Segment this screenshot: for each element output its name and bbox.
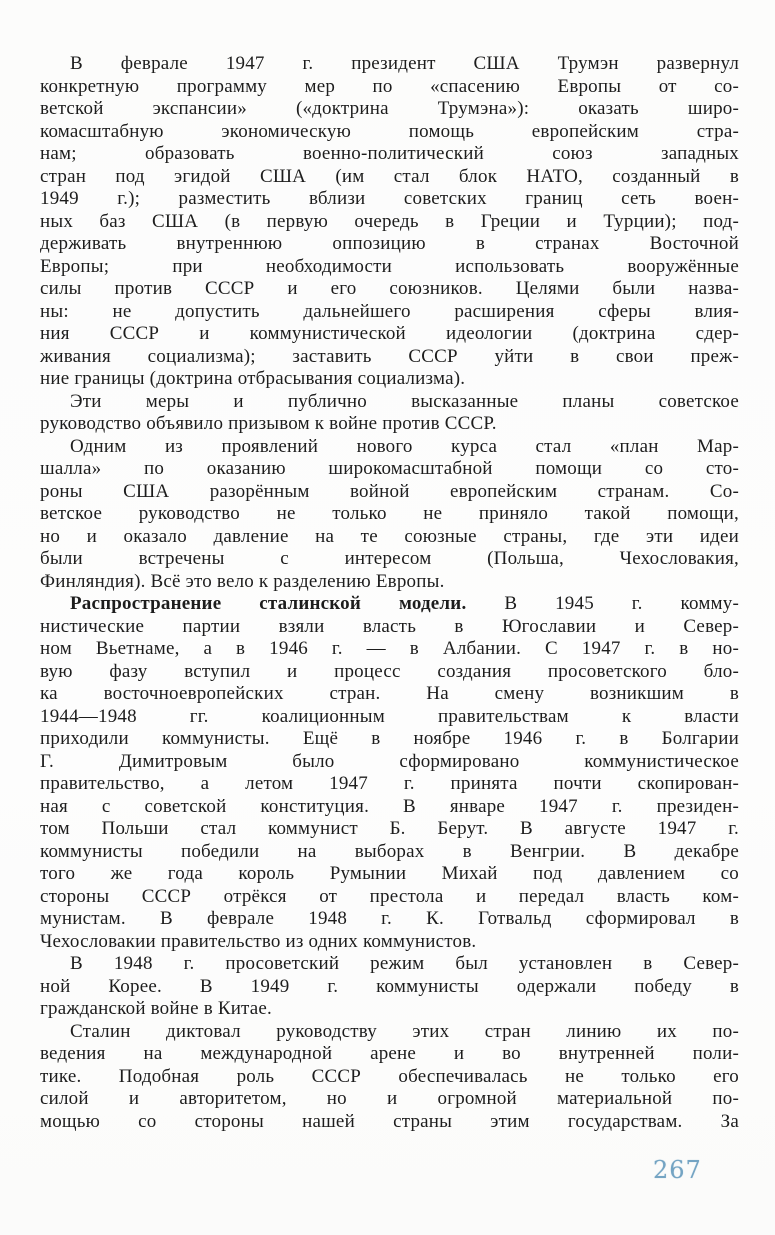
- paragraph: [40, 953, 739, 1021]
- text-line: том Польши стал коммунист Б. Берут. В августе 1947 г.: [40, 818, 739, 839]
- text-line: но и оказало давление на те союзные страны, где эти идеи: [40, 525, 739, 547]
- text-line: стороны СССР отрёкся от престола и передал власть ком-: [40, 885, 739, 907]
- text-line: ния СССР и коммунистической идеологии (доктрина сдер-: [40, 323, 739, 344]
- text-line: роны США разорённым войной европейским странам. Со-: [40, 480, 739, 502]
- text-line: ных баз США (в первую очередь в Греции и Турции); под-: [40, 210, 739, 232]
- text-line: ной Корее. В 1949 г. коммунисты одержали победу в: [40, 975, 739, 997]
- text-line: [40, 593, 739, 616]
- text-line: живания социализма); заставить СССР уйти в свои преж-: [40, 345, 739, 367]
- text-line: Чехословакии правительство из одних коммунистов.: [40, 930, 477, 952]
- text-line: были встречены с интересом (Польша, Чехословакия,: [40, 548, 739, 569]
- page-number: 267: [653, 1156, 702, 1184]
- text-line: Финляндия). Всё это вело к разделению Европы.: [40, 570, 445, 592]
- text-line: ная с советской конституция. В январе 1947 г. президен-: [40, 795, 739, 817]
- text-line: В феврале 1947 г. президент США Трумэн развернул: [70, 53, 739, 74]
- paragraph: [40, 1021, 739, 1134]
- text-line: ветское руководство не только не приняло такой помощи,: [40, 503, 739, 524]
- text-line: гражданской войне в Китае.: [40, 998, 273, 1019]
- text-line: руководство объявило призывом к войне против СССР.: [40, 413, 497, 434]
- text-line: 1944—1948 гг. коалиционным правительствам к власти: [40, 705, 739, 727]
- section-heading: Распространение сталинской модели.: [70, 593, 467, 614]
- text-line: Европы; при необходимости использовать вооружённые: [40, 255, 739, 277]
- paragraph: [40, 53, 739, 391]
- heading-line-rest: В 1945 г. комму-: [504, 593, 739, 614]
- text-line: тике. Подобная роль СССР обеспечивалась не только его: [40, 1065, 739, 1087]
- page-text: [40, 53, 739, 1133]
- text-line: ние границы (доктрина отбрасывания социализма).: [40, 368, 466, 389]
- text-line: 1949 г.); разместить вблизи советских границ сеть воен-: [40, 188, 739, 209]
- text-line: держивать внутреннюю оппозицию в странах Восточной: [40, 233, 739, 254]
- paragraph: [40, 436, 739, 594]
- text-line: шалла» по оказанию широкомасштабной помощи со сто-: [40, 458, 739, 479]
- text-line: силы против СССР и его союзников. Целями были назва-: [40, 278, 739, 299]
- text-line: Г. Димитровым было сформировано коммунистическое: [40, 750, 739, 772]
- text-line: Одним из проявлений нового курса стал «план Мар-: [70, 435, 739, 457]
- text-line: ном Вьетнаме, а в 1946 г. — в Албании. С 1947 г. в но-: [40, 638, 739, 659]
- text-line: мощью со стороны нашей страны этим государствам. За: [40, 1110, 739, 1132]
- text-line: вую фазу вступил и процесс создания просоветского бло-: [40, 660, 739, 682]
- text-line: комасштабную экономическую помощь европейским стра-: [40, 120, 739, 142]
- text-line: того же года король Румынии Михай под давлением со: [40, 863, 739, 884]
- text-line: ветской экспансии» («доктрина Трумэна»): оказать широ-: [40, 98, 739, 119]
- text-line: конкретную программу мер по «спасению Европы от со-: [40, 75, 739, 97]
- text-line: ведения на международной арене и во внутренней поли-: [40, 1043, 739, 1064]
- text-line: ка восточноевропейских стран. На смену возникшим в: [40, 683, 739, 704]
- text-line: нам; образовать военно-политический союз западных: [40, 143, 739, 164]
- text-line: приходили коммунисты. Ещё в ноябре 1946 г. в Болгарии: [40, 728, 739, 749]
- text-line: коммунисты победили на выборах в Венгрии. В декабре: [40, 840, 739, 862]
- text-line: стран под эгидой США (им стал блок НАТО, созданный в: [40, 165, 739, 187]
- text-line: правительство, а летом 1947 г. принята почти скопирован-: [40, 773, 739, 794]
- text-line: В 1948 г. просоветский режим был установлен в Север-: [70, 953, 739, 974]
- text-line: Сталин диктовал руководству этих стран линию их по-: [70, 1020, 739, 1042]
- text-line: силой и авторитетом, но и огромной материальной по-: [40, 1088, 739, 1109]
- text-line: мунистам. В феврале 1948 г. К. Готвальд сформировал в: [40, 908, 739, 929]
- paragraph: [40, 391, 739, 436]
- text-line: Эти меры и публично высказанные планы советское: [70, 390, 739, 412]
- paragraph: [40, 593, 739, 953]
- text-line: ны: не допустить дальнейшего расширения сферы влия-: [40, 300, 739, 322]
- text-line: нистические партии взяли власть в Югославии и Север-: [40, 615, 739, 637]
